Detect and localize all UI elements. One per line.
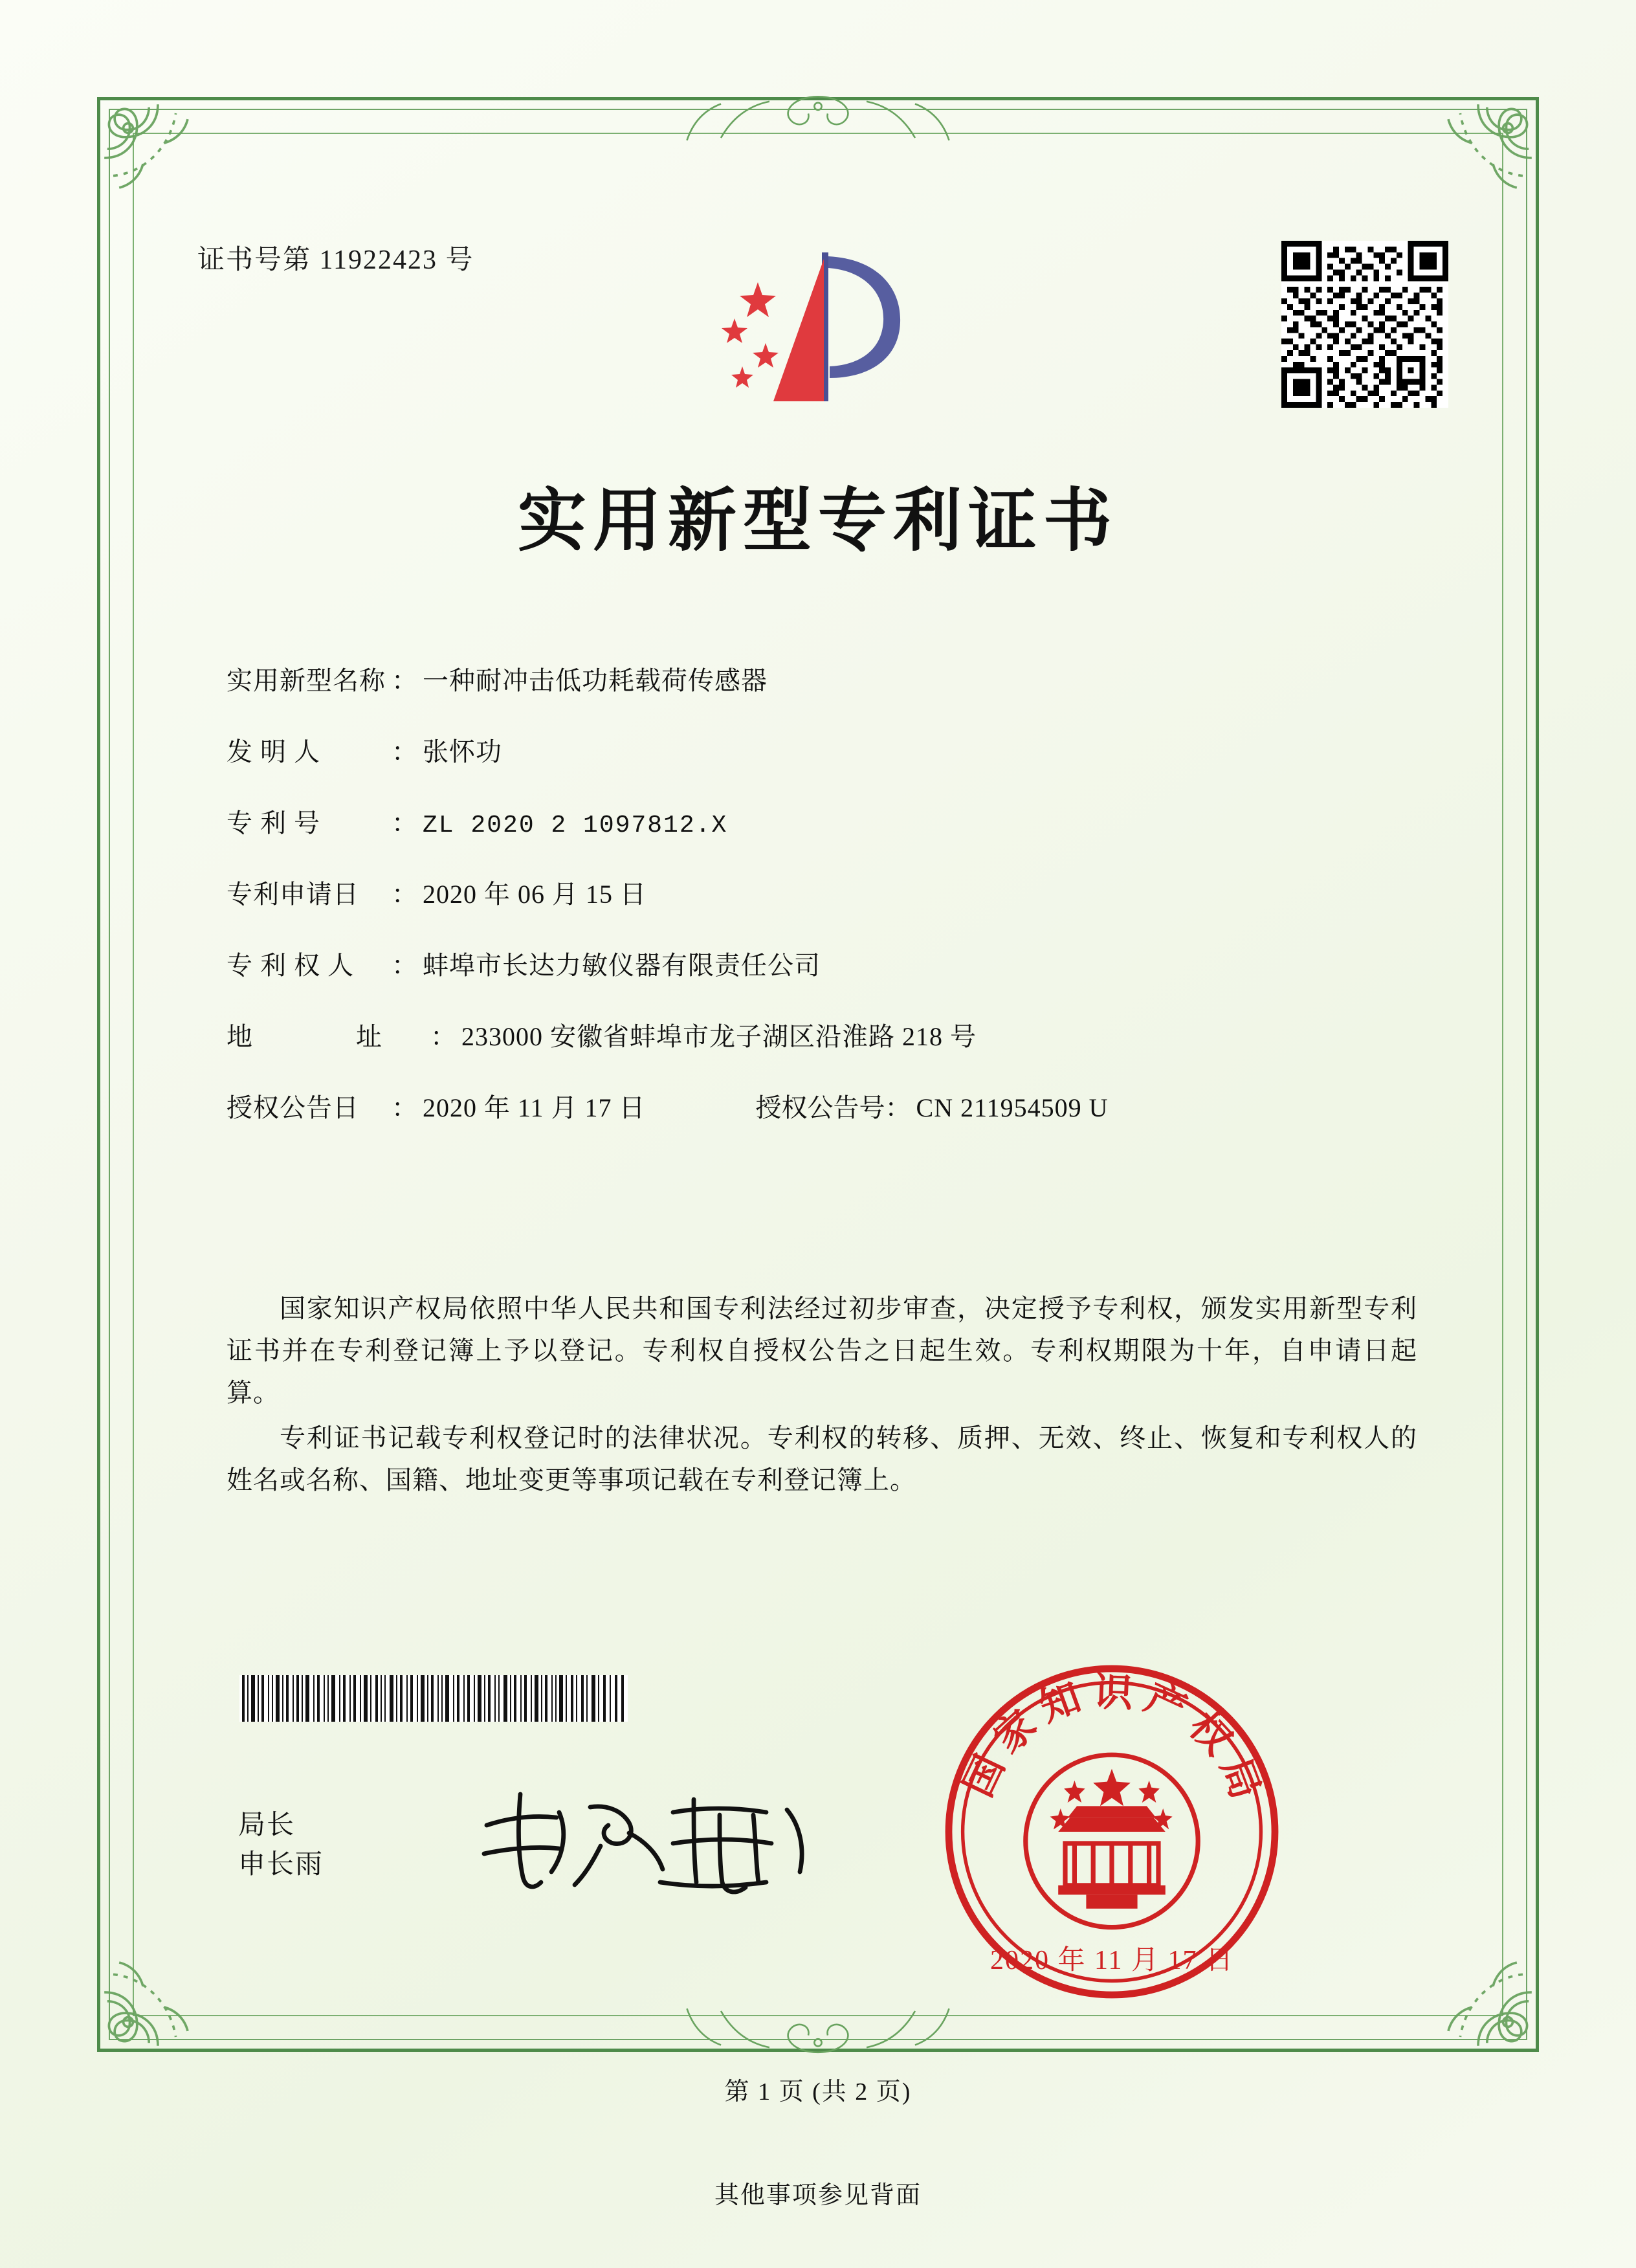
qr-code-icon — [1281, 241, 1448, 408]
field-separator: ： — [392, 951, 417, 980]
field-separator: ： — [392, 737, 417, 766]
corner-ornament-icon — [98, 1903, 247, 2052]
field-label: 发 明 人 — [227, 737, 320, 766]
top-edge-ornament-icon — [572, 89, 1064, 148]
corner-ornament-icon — [1389, 98, 1538, 247]
cnipa-patent-logo-icon — [696, 239, 935, 427]
grant-date-value: 2020 年 11 月 17 日 — [423, 1093, 646, 1122]
field-label: 专 利 权 人 — [227, 951, 354, 980]
field-row-inventor — [227, 731, 1456, 768]
handwritten-signature-icon — [466, 1773, 828, 1903]
field-row-patent-number — [227, 803, 1456, 839]
grant-number-separator: ： — [885, 1093, 911, 1122]
field-list — [227, 660, 1456, 1159]
director-signature-block — [238, 1806, 324, 1885]
field-row-application-date — [227, 874, 1456, 911]
field-row-grant-announcement — [227, 1087, 1456, 1124]
field-row-address — [227, 1016, 1456, 1053]
field-value: ZL 2020 2 1097812.X — [423, 812, 728, 839]
page-title: 实用新型专利证书 — [518, 480, 1118, 561]
field-value: 233000 安徽省蚌埠市龙子湖区沿淮路 218 号 — [461, 1022, 977, 1051]
field-separator: ： — [392, 666, 417, 695]
field-value: 一种耐冲击低功耗载荷传感器 — [423, 666, 768, 695]
grant-number-value: CN 211954509 U — [916, 1093, 1109, 1122]
bottom-edge-ornament-icon — [572, 2001, 1064, 2060]
back-side-note: 其他事项参见背面 — [714, 2182, 922, 2209]
director-name: 申长雨 — [238, 1849, 324, 1880]
field-value: 张怀功 — [423, 737, 502, 766]
legal-text-block — [227, 1288, 1417, 1506]
field-row-patentee — [227, 945, 1456, 982]
field-value: 2020 年 06 月 15 日 — [423, 880, 647, 909]
field-separator: ： — [430, 1022, 456, 1051]
director-title-label: 局长 — [238, 1810, 296, 1840]
barcode-icon — [239, 1675, 628, 1722]
legal-paragraph-1: 国家知识产权局依照中华人民共和国专利法经过初步审查，决定授予专利权，颁发实用新型专利证书并在专利登记簿上予以登记。专利权自授权公告之日起生效。专利权期限为十年，自申请日起算。 — [227, 1294, 1417, 1407]
grant-number-label: 授权公告号 — [755, 1093, 885, 1122]
legal-paragraph-2: 专利证书记载专利权登记时的法律状况。专利权的转移、质押、无效、终止、恢复和专利权人的姓名或名称、国籍、地址变更等事项记载在专利登记簿上。 — [227, 1423, 1417, 1495]
field-label: 地 址 — [227, 1022, 430, 1051]
field-separator: ： — [392, 808, 417, 838]
field-label: 实用新型名称 — [227, 666, 386, 695]
field-separator: ： — [392, 880, 417, 909]
svg-text:国家知识产权局: 国家知识产权局 — [955, 1669, 1272, 1814]
corner-ornament-icon — [98, 98, 247, 247]
field-label: 专利申请日 — [227, 880, 359, 909]
grant-date-label: 授权公告日 — [227, 1093, 359, 1122]
field-row-utility-model-name — [227, 660, 1456, 697]
page-indicator: 第 1 页 (共 2 页) — [724, 2078, 912, 2106]
corner-ornament-icon — [1389, 1903, 1538, 2052]
field-value: 蚌埠市长达力敏仪器有限责任公司 — [423, 951, 821, 980]
grant-date-separator: ： — [392, 1093, 417, 1122]
certificate-number: 证书号第 11922423 号 — [197, 245, 474, 275]
seal-date: 2020 年 11 月 17 日 — [990, 1946, 1234, 1975]
field-label: 专 利 号 — [227, 808, 320, 838]
